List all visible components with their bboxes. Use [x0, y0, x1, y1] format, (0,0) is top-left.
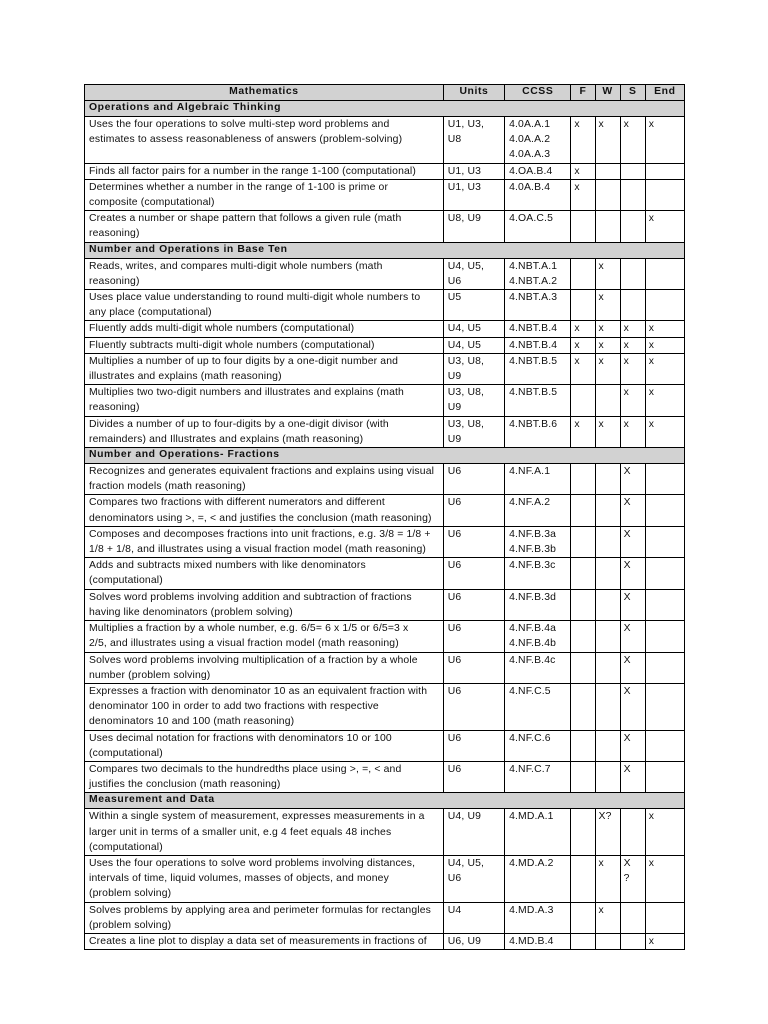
- cell-f: [571, 683, 595, 730]
- cell-ccss: 4.MD.B.4: [505, 933, 571, 949]
- table-row: [85, 211, 685, 242]
- cell-units: U4, U5: [443, 337, 504, 353]
- table-row: [85, 337, 685, 353]
- cell-skill: Reads, writes, and compares multi-digit whole numbers (math reasoning): [85, 258, 444, 289]
- cell-end: [645, 558, 684, 589]
- cell-s: X: [620, 621, 645, 652]
- cell-s: [620, 290, 645, 321]
- table-row: [85, 258, 685, 289]
- standards-table-container: [84, 84, 684, 950]
- cell-end: x: [645, 933, 684, 949]
- cell-ccss: 4.NBT.B.4: [505, 321, 571, 337]
- section-title: Number and Operations in Base Ten: [85, 242, 685, 258]
- cell-end: [645, 652, 684, 683]
- cell-skill: Compares two fractions with different numerators and different denominators using >, =, < and justifies the conclusion (math reasoning): [85, 495, 444, 526]
- cell-f: [571, 621, 595, 652]
- cell-skill: Uses the four operations to solve multi-step word problems and estimates to assess reasonableness of answers (problem-solving): [85, 117, 444, 164]
- cell-ccss: 4.NF.A.1: [505, 464, 571, 495]
- cell-f: [571, 558, 595, 589]
- cell-skill: Uses the four operations to solve word problems involving distances, intervals of time, liquid volumes, masses of objects, and money (problem solving): [85, 855, 444, 902]
- cell-w: x: [595, 258, 620, 289]
- cell-end: [645, 526, 684, 557]
- header-ccss: CCSS: [505, 85, 571, 101]
- cell-skill: Divides a number of up to four-digits by a one-digit divisor (with remainders) and Illustrates and explains (math reasoning): [85, 416, 444, 447]
- header-f: F: [571, 85, 595, 101]
- cell-ccss: 4.OA.B.4: [505, 163, 571, 179]
- cell-s: [620, 211, 645, 242]
- cell-ccss: 4.NBT.B.5: [505, 353, 571, 384]
- cell-s: X ?: [620, 855, 645, 902]
- cell-end: x: [645, 809, 684, 856]
- cell-end: [645, 761, 684, 792]
- cell-w: x: [595, 902, 620, 933]
- cell-skill: Multiplies a fraction by a whole number, e.g. 6/5= 6 x 1/5 or 6/5=3 x 2/5, and illustrates using a visual fraction model (math reasoning): [85, 621, 444, 652]
- cell-ccss: 4.NF.B.4a 4.NF.B.4b: [505, 621, 571, 652]
- cell-s: X: [620, 558, 645, 589]
- standards-table: [84, 84, 685, 950]
- cell-end: [645, 621, 684, 652]
- section-title: Measurement and Data: [85, 793, 685, 809]
- cell-f: [571, 258, 595, 289]
- cell-units: U6: [443, 683, 504, 730]
- cell-w: x: [595, 353, 620, 384]
- cell-end: x: [645, 416, 684, 447]
- header-row: [85, 85, 685, 101]
- header-w: W: [595, 85, 620, 101]
- cell-f: x: [571, 416, 595, 447]
- cell-skill: Multiplies two two-digit numbers and illustrates and explains (math reasoning): [85, 385, 444, 416]
- cell-s: x: [620, 117, 645, 164]
- cell-units: U6: [443, 761, 504, 792]
- cell-s: x: [620, 353, 645, 384]
- cell-f: x: [571, 117, 595, 164]
- cell-skill: Solves problems by applying area and perimeter formulas for rectangles (problem solving): [85, 902, 444, 933]
- cell-s: X: [620, 761, 645, 792]
- header-s: S: [620, 85, 645, 101]
- cell-units: U4, U5, U6: [443, 855, 504, 902]
- table-row: [85, 117, 685, 164]
- cell-w: [595, 933, 620, 949]
- cell-w: [595, 179, 620, 210]
- cell-units: U3, U8, U9: [443, 353, 504, 384]
- cell-end: x: [645, 117, 684, 164]
- cell-skill: Within a single system of measurement, expresses measurements in a larger unit in terms of a smaller unit, e.g 4 feet equals 48 inches (computational): [85, 809, 444, 856]
- cell-f: [571, 730, 595, 761]
- table-row: [85, 855, 685, 902]
- table-row: [85, 526, 685, 557]
- cell-units: U6: [443, 495, 504, 526]
- cell-skill: Creates a line plot to display a data set of measurements in fractions of: [85, 933, 444, 949]
- cell-f: x: [571, 321, 595, 337]
- cell-units: U4, U9: [443, 809, 504, 856]
- cell-w: [595, 621, 620, 652]
- cell-w: [595, 495, 620, 526]
- cell-w: x: [595, 337, 620, 353]
- header-end: End: [645, 85, 684, 101]
- cell-w: [595, 589, 620, 620]
- cell-end: [645, 290, 684, 321]
- table-row: [85, 902, 685, 933]
- cell-w: [595, 163, 620, 179]
- cell-f: [571, 589, 595, 620]
- cell-f: [571, 933, 595, 949]
- cell-ccss: 4.MD.A.2: [505, 855, 571, 902]
- cell-end: x: [645, 855, 684, 902]
- cell-skill: Solves word problems involving addition and subtraction of fractions having like denominators (problem solving): [85, 589, 444, 620]
- cell-ccss: 4.OA.C.5: [505, 211, 571, 242]
- cell-ccss: 4.0A.B.4: [505, 179, 571, 210]
- cell-w: [595, 761, 620, 792]
- cell-w: x: [595, 855, 620, 902]
- cell-skill: Fluently adds multi-digit whole numbers (computational): [85, 321, 444, 337]
- cell-skill: Creates a number or shape pattern that follows a given rule (math reasoning): [85, 211, 444, 242]
- cell-w: [595, 683, 620, 730]
- cell-s: X: [620, 730, 645, 761]
- cell-f: [571, 290, 595, 321]
- cell-units: U5: [443, 290, 504, 321]
- cell-f: x: [571, 353, 595, 384]
- cell-skill: Adds and subtracts mixed numbers with like denominators (computational): [85, 558, 444, 589]
- cell-s: x: [620, 416, 645, 447]
- cell-f: [571, 526, 595, 557]
- cell-end: [645, 179, 684, 210]
- table-row: [85, 933, 685, 949]
- cell-skill: Fluently subtracts multi-digit whole numbers (computational): [85, 337, 444, 353]
- section-title: Operations and Algebraic Thinking: [85, 101, 685, 117]
- cell-skill: Finds all factor pairs for a number in the range 1-100 (computational): [85, 163, 444, 179]
- cell-units: U6, U9: [443, 933, 504, 949]
- cell-skill: Expresses a fraction with denominator 10 as an equivalent fraction with denominator 100 in order to add two fractions with respective denominators 10 and 100 (math reasoning): [85, 683, 444, 730]
- cell-units: U6: [443, 589, 504, 620]
- cell-f: [571, 495, 595, 526]
- cell-w: [595, 730, 620, 761]
- cell-s: X: [620, 683, 645, 730]
- section-row: [85, 242, 685, 258]
- cell-ccss: 4.NBT.B.6: [505, 416, 571, 447]
- cell-ccss: 4.0A.A.1 4.0A.A.2 4.0A.A.3: [505, 117, 571, 164]
- cell-ccss: 4.NBT.B.5: [505, 385, 571, 416]
- cell-w: [595, 211, 620, 242]
- table-row: [85, 621, 685, 652]
- cell-s: x: [620, 321, 645, 337]
- cell-f: [571, 902, 595, 933]
- cell-units: U1, U3: [443, 179, 504, 210]
- table-row: [85, 385, 685, 416]
- cell-w: [595, 385, 620, 416]
- cell-w: [595, 558, 620, 589]
- cell-s: [620, 163, 645, 179]
- table-row: [85, 809, 685, 856]
- section-row: [85, 448, 685, 464]
- section-title: Number and Operations- Fractions: [85, 448, 685, 464]
- cell-skill: Solves word problems involving multiplication of a fraction by a whole number (problem solving): [85, 652, 444, 683]
- cell-s: [620, 258, 645, 289]
- cell-s: [620, 933, 645, 949]
- cell-s: X: [620, 589, 645, 620]
- table-row: [85, 321, 685, 337]
- cell-ccss: 4.NF.B.3c: [505, 558, 571, 589]
- cell-f: [571, 855, 595, 902]
- table-row: [85, 495, 685, 526]
- cell-end: x: [645, 385, 684, 416]
- cell-w: x: [595, 290, 620, 321]
- cell-end: x: [645, 211, 684, 242]
- cell-ccss: 4.NF.B.4c: [505, 652, 571, 683]
- cell-ccss: 4.MD.A.3: [505, 902, 571, 933]
- cell-s: X: [620, 464, 645, 495]
- cell-end: [645, 902, 684, 933]
- cell-ccss: 4.NF.C.7: [505, 761, 571, 792]
- cell-ccss: 4.NBT.B.4: [505, 337, 571, 353]
- cell-ccss: 4.NF.B.3d: [505, 589, 571, 620]
- table-row: [85, 179, 685, 210]
- cell-w: x: [595, 416, 620, 447]
- cell-ccss: 4.NF.C.5: [505, 683, 571, 730]
- cell-end: [645, 730, 684, 761]
- cell-ccss: 4.NF.B.3a 4.NF.B.3b: [505, 526, 571, 557]
- cell-w: [595, 464, 620, 495]
- cell-units: U6: [443, 526, 504, 557]
- cell-skill: Uses place value understanding to round multi-digit whole numbers to any place (computational): [85, 290, 444, 321]
- cell-end: [645, 464, 684, 495]
- cell-end: [645, 163, 684, 179]
- cell-f: [571, 652, 595, 683]
- cell-f: [571, 809, 595, 856]
- table-body: [85, 101, 685, 950]
- cell-skill: Composes and decomposes fractions into unit fractions, e.g. 3/8 = 1/8 + 1/8 + 1/8, and illustrates using a visual fraction model (math reasoning): [85, 526, 444, 557]
- cell-s: x: [620, 385, 645, 416]
- cell-ccss: 4.NBT.A.1 4.NBT.A.2: [505, 258, 571, 289]
- cell-s: [620, 809, 645, 856]
- cell-units: U3, U8, U9: [443, 385, 504, 416]
- cell-units: U1, U3, U8: [443, 117, 504, 164]
- cell-f: [571, 211, 595, 242]
- cell-end: [645, 495, 684, 526]
- table-row: [85, 416, 685, 447]
- cell-f: [571, 385, 595, 416]
- table-row: [85, 652, 685, 683]
- cell-f: x: [571, 337, 595, 353]
- cell-s: X: [620, 526, 645, 557]
- table-row: [85, 464, 685, 495]
- cell-end: x: [645, 353, 684, 384]
- cell-units: U6: [443, 730, 504, 761]
- cell-f: x: [571, 163, 595, 179]
- cell-end: x: [645, 321, 684, 337]
- cell-w: x: [595, 321, 620, 337]
- table-row: [85, 730, 685, 761]
- cell-w: x: [595, 117, 620, 164]
- cell-ccss: 4.NF.A.2: [505, 495, 571, 526]
- table-row: [85, 353, 685, 384]
- cell-f: [571, 761, 595, 792]
- cell-w: [595, 652, 620, 683]
- cell-end: [645, 258, 684, 289]
- cell-skill: Determines whether a number in the range of 1-100 is prime or composite (computational): [85, 179, 444, 210]
- cell-units: U8, U9: [443, 211, 504, 242]
- table-row: [85, 290, 685, 321]
- cell-f: x: [571, 179, 595, 210]
- cell-f: [571, 464, 595, 495]
- cell-s: x: [620, 337, 645, 353]
- cell-ccss: 4.NBT.A.3: [505, 290, 571, 321]
- cell-skill: Compares two decimals to the hundredths place using >, =, < and justifies the conclusion (math reasoning): [85, 761, 444, 792]
- cell-units: U6: [443, 464, 504, 495]
- cell-skill: Multiplies a number of up to four digits by a one-digit number and illustrates and explains (math reasoning): [85, 353, 444, 384]
- cell-s: X: [620, 652, 645, 683]
- cell-w: X?: [595, 809, 620, 856]
- cell-units: U4: [443, 902, 504, 933]
- cell-units: U6: [443, 621, 504, 652]
- table-row: [85, 683, 685, 730]
- cell-skill: Recognizes and generates equivalent fractions and explains using visual fraction models (math reasoning): [85, 464, 444, 495]
- cell-s: X: [620, 495, 645, 526]
- cell-w: [595, 526, 620, 557]
- cell-ccss: 4.NF.C.6: [505, 730, 571, 761]
- cell-units: U6: [443, 558, 504, 589]
- table-row: [85, 761, 685, 792]
- cell-units: U3, U8, U9: [443, 416, 504, 447]
- cell-units: U1, U3: [443, 163, 504, 179]
- cell-skill: Uses decimal notation for fractions with denominators 10 or 100 (computational): [85, 730, 444, 761]
- cell-units: U6: [443, 652, 504, 683]
- cell-s: [620, 902, 645, 933]
- cell-s: [620, 179, 645, 210]
- section-row: [85, 793, 685, 809]
- header-mathematics: Mathematics: [85, 85, 444, 101]
- table-row: [85, 163, 685, 179]
- table-row: [85, 558, 685, 589]
- cell-end: x: [645, 337, 684, 353]
- cell-ccss: 4.MD.A.1: [505, 809, 571, 856]
- cell-end: [645, 683, 684, 730]
- cell-end: [645, 589, 684, 620]
- cell-units: U4, U5, U6: [443, 258, 504, 289]
- table-row: [85, 589, 685, 620]
- section-row: [85, 101, 685, 117]
- header-units: Units: [443, 85, 504, 101]
- cell-units: U4, U5: [443, 321, 504, 337]
